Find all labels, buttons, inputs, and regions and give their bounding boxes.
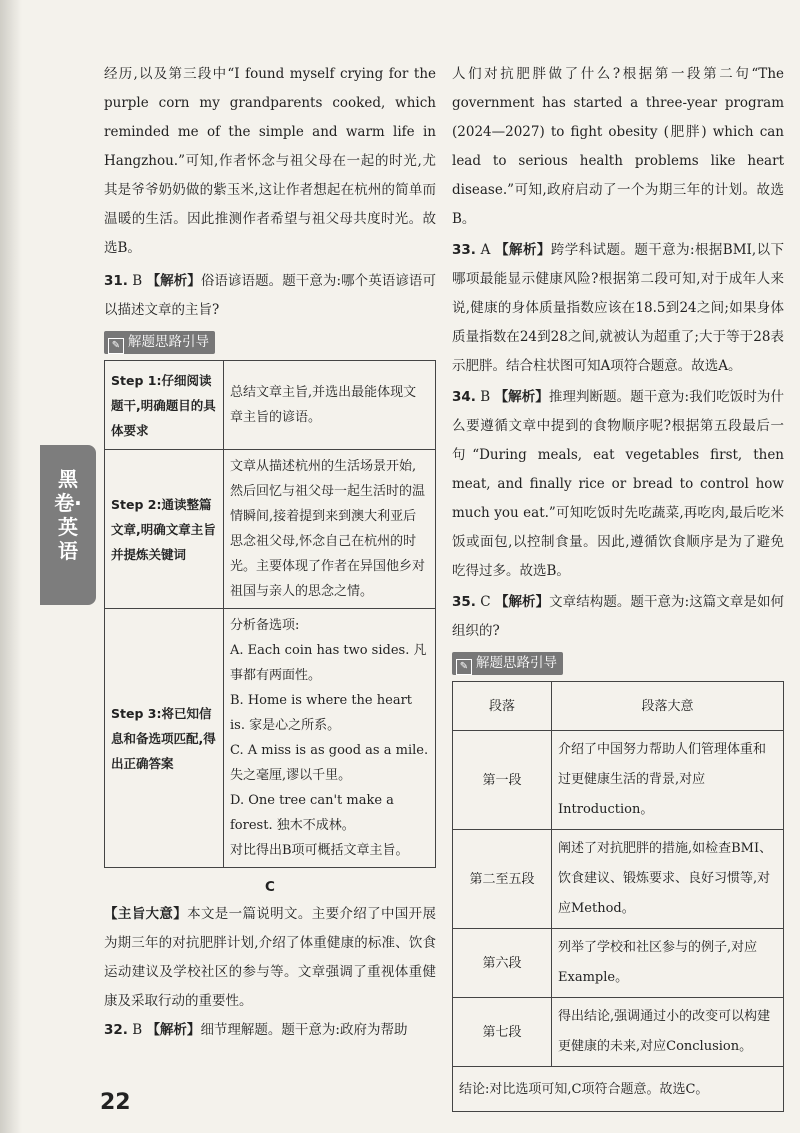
- table-header-row: [453, 682, 784, 731]
- pencil-icon: ✎: [456, 659, 472, 675]
- analysis-tag: 【解析】: [495, 242, 551, 258]
- question-32: [104, 1016, 436, 1045]
- summary-cell: 阐述了对抗肥胖的措施,如检查BMI、饮食建议、锻炼要求、良好习惯等,对应Method。: [552, 830, 784, 929]
- step-cell: Step 2:通读整篇文章,明确文章主旨并提炼关键词: [105, 450, 224, 609]
- summary-cell: 介绍了中国努力帮助人们管理体重和过更健康生活的背景,对应Introduction。: [552, 731, 784, 830]
- guide-label-text: 解题思路引导: [128, 334, 209, 350]
- right-column: [452, 60, 784, 1112]
- guide-label-text: 解题思路引导: [476, 655, 557, 671]
- answer-letter: C: [480, 594, 491, 610]
- answer-letter: B: [132, 273, 143, 289]
- step-cell: Step 1:仔细阅读题干,明确题目的具体要求: [105, 361, 224, 450]
- question-32-continued: 人们对抗肥胖做了什么?根据第一段第二句“The government has started a three-year program (2024—2027) to fight obesity (肥胖) which can lead to serious health problems like heart disease.”可知,政府启动了一个为期三年的计划。故选B。: [452, 66, 784, 227]
- side-tab-label: 黑卷·英语: [54, 467, 82, 563]
- option-line: 分析备选项:: [230, 618, 300, 633]
- step-content: 总结文章主旨,并选出最能体现文章主旨的谚语。: [224, 361, 436, 450]
- solution-steps-table: [104, 360, 436, 868]
- table-row: [105, 450, 436, 609]
- option-line: C. A miss is as good as a mile. 失之毫厘,谬以千里。: [230, 743, 429, 783]
- paragraph-cell: 第一段: [453, 731, 552, 830]
- table-row: [453, 830, 784, 929]
- main-idea: [104, 900, 436, 1016]
- table-row: [453, 1067, 784, 1112]
- left-column: [104, 60, 436, 1045]
- analysis-tag: 【解析】: [494, 594, 550, 610]
- question-34-text: 推理判断题。题干意为:我们吃饭时为什么要遵循文章中提到的食物顺序呢?根据第五段最后一句“During meals, eat vegetables first, then meat, and finally rice or bread to control how much you eat.”可知吃饭时先吃蔬菜,再吃肉,最后吃米饭或面包,以控制食量。因此,遵循饮食顺序是为了避免吃得过多。故选B。: [452, 389, 784, 579]
- question-33-text: 跨学科试题。题干意为:根据BMI,以下哪项最能显示健康风险?根据第二段可知,对于成年人来说,健康的身体质量指数应该在18.5到24之间;如果身体质量指数在24到28之间,就被认为超重了;大于等于28表示肥胖。结合柱状图可知A项符合题意。故选A。: [452, 242, 785, 374]
- paragraph-cell: 第二至五段: [453, 830, 552, 929]
- step-cell: Step 3:将已知信息和备选项匹配,得出正确答案: [105, 609, 224, 868]
- question-35: [452, 588, 784, 646]
- solution-guide-label: [104, 331, 215, 354]
- paragraph-structure-table: [452, 681, 784, 1112]
- answer-letter: B: [480, 389, 491, 405]
- question-33: [452, 236, 784, 381]
- conclusion-cell: 结论:对比选项可知,C项符合题意。故选C。: [453, 1067, 784, 1112]
- option-line: 对比得出B项可概括文章主旨。: [230, 843, 409, 858]
- main-idea-text: 本文是一篇说明文。主要介绍了中国开展为期三年的对抗肥胖计划,介绍了体重健康的标准、饮食运动建议及学校社区的参与等。文章强调了重视体重健康及采取行动的重要性。: [104, 906, 437, 1009]
- table-row: [453, 929, 784, 998]
- table-row: [453, 731, 784, 830]
- question-32-text: 细节理解题。题干意为:政府为帮助: [200, 1022, 408, 1038]
- column-header: 段落: [453, 682, 552, 731]
- table-row: [453, 998, 784, 1067]
- paragraph-cell: 第六段: [453, 929, 552, 998]
- q30-explanation-continued: 经历,以及第三段中“I found myself crying for the purple corn my grandparents cooked, which reminded me of the simple and warm life in Hangzhou.”可知,作者怀念与祖父母在一起的时光,尤其是爷爷奶奶做的紫玉米,这让作者想起在杭州的简单而温暖的生活。因此推测作者希望与祖父母共度时光。故选B。: [104, 66, 436, 256]
- question-number: 32.: [104, 1022, 128, 1038]
- step-content: 文章从描述杭州的生活场景开始,然后回忆与祖父母一起生活时的温情瞬间,接着提到来到澳大利亚后思念祖父母,怀念自己在杭州的时光。主要体现了作者在异国他乡对祖国与亲人的思念之情。: [224, 450, 436, 609]
- option-line: B. Home is where the heart is. 家是心之所系。: [230, 693, 413, 733]
- question-number: 33.: [452, 242, 476, 258]
- answer-letter: B: [132, 1022, 143, 1038]
- question-31: [104, 267, 436, 325]
- step-content: [224, 609, 436, 868]
- analysis-tag: 【解析】: [146, 1022, 201, 1038]
- subject-side-tab: [40, 445, 96, 605]
- table-row: [105, 609, 436, 868]
- pencil-icon: ✎: [108, 338, 124, 354]
- option-line: A. Each coin has two sides. 凡事都有两面性。: [230, 643, 427, 683]
- answer-letter: A: [480, 242, 491, 258]
- main-idea-tag: 【主旨大意】: [104, 906, 188, 922]
- analysis-tag: 【解析】: [494, 389, 549, 405]
- question-number: 34.: [452, 389, 476, 405]
- question-number: 31.: [104, 273, 128, 289]
- page-number: 22: [100, 1090, 131, 1115]
- question-31-text: 俗语谚语题。题干意为:哪个英语谚语可以描述文章的主旨?: [104, 273, 436, 318]
- column-header: 段落大意: [552, 682, 784, 731]
- section-letter: C: [265, 879, 275, 895]
- analysis-tag: 【解析】: [146, 273, 201, 289]
- page-binding-shadow: [0, 0, 22, 1133]
- question-number: 35.: [452, 594, 476, 610]
- question-34: [452, 383, 784, 586]
- question-35-text: 文章结构题。题干意为:这篇文章是如何组织的?: [452, 594, 784, 639]
- option-line: D. One tree can't make a forest. 独木不成林。: [230, 793, 394, 833]
- table-row: [105, 361, 436, 450]
- solution-guide-label: [452, 652, 563, 675]
- summary-cell: 列举了学校和社区参与的例子,对应Example。: [552, 929, 784, 998]
- summary-cell: 得出结论,强调通过小的改变可以构建更健康的未来,对应Conclusion。: [552, 998, 784, 1067]
- paragraph-cell: 第七段: [453, 998, 552, 1067]
